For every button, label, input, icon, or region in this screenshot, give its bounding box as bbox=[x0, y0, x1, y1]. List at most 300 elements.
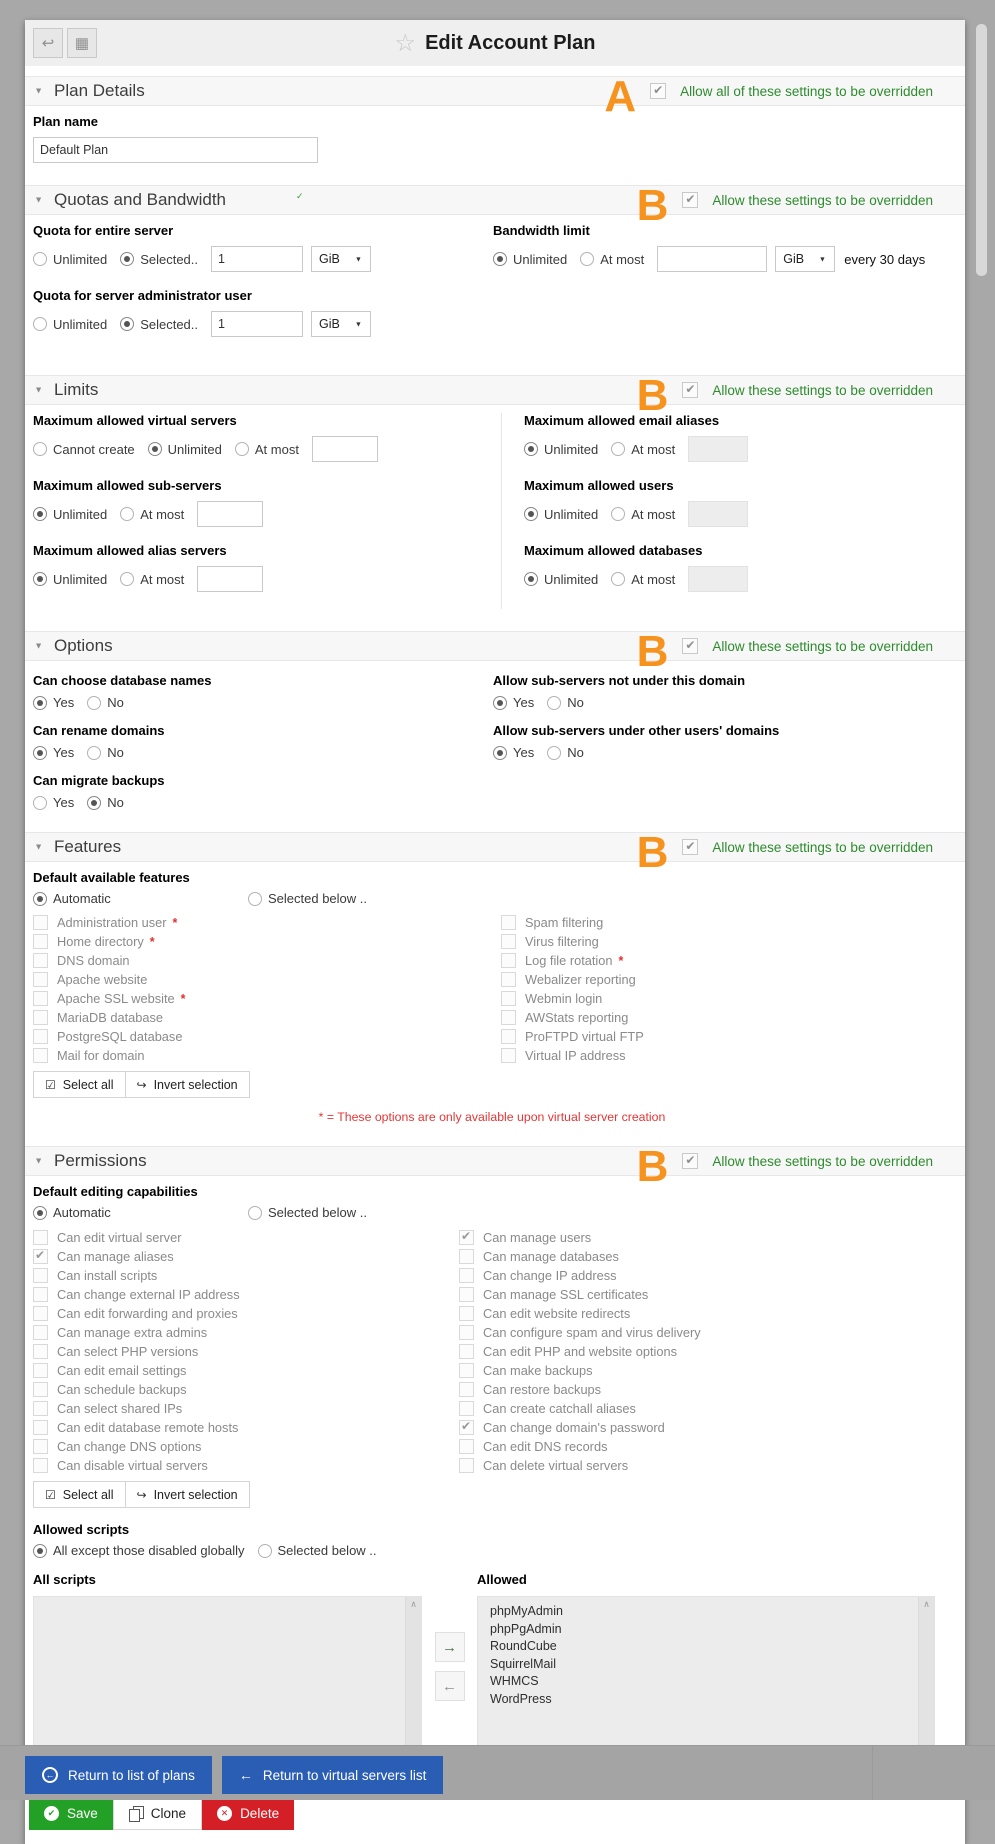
checkbox-item[interactable] bbox=[33, 1323, 459, 1342]
radio-option[interactable] bbox=[33, 1205, 235, 1220]
select-all-button[interactable]: ☑ Select all bbox=[33, 1481, 126, 1508]
script-list-item[interactable]: WHMCS bbox=[490, 1674, 539, 1688]
quotas-body bbox=[25, 215, 965, 365]
checkbox[interactable] bbox=[459, 1287, 474, 1302]
radio-option[interactable] bbox=[235, 442, 299, 457]
admin-quota-field: Quota for server administrator user Unlimited Selected.. 1 GiB ▼ bbox=[33, 288, 493, 337]
radio-button[interactable] bbox=[33, 317, 47, 331]
section-header-plan-details[interactable] bbox=[25, 72, 965, 121]
save-button[interactable]: ✔ Save bbox=[29, 1796, 113, 1830]
radio-button[interactable] bbox=[235, 442, 249, 456]
checkbox-label: Mail for domain bbox=[57, 1048, 145, 1063]
checkbox-item[interactable] bbox=[501, 932, 951, 951]
checkbox-item[interactable] bbox=[33, 1304, 459, 1323]
checkbox-item[interactable] bbox=[501, 913, 951, 932]
radio-button[interactable] bbox=[33, 892, 47, 906]
checkbox-label: DNS domain bbox=[57, 953, 130, 968]
checkbox[interactable] bbox=[33, 915, 48, 930]
clone-button[interactable]: Clone bbox=[113, 1796, 202, 1830]
collapse-caret-icon[interactable]: ▼ bbox=[34, 195, 43, 205]
bandwidth-input[interactable] bbox=[657, 246, 767, 272]
radio-option[interactable] bbox=[524, 442, 598, 457]
yes-no-radios bbox=[33, 795, 493, 810]
radio-button[interactable] bbox=[580, 252, 594, 266]
radio-button[interactable] bbox=[248, 1206, 262, 1220]
checkbox[interactable] bbox=[33, 991, 48, 1006]
checkbox-label: Can make backups bbox=[483, 1363, 593, 1378]
radio-button[interactable] bbox=[120, 572, 134, 586]
section-quotas bbox=[25, 181, 965, 365]
checkbox-label: Can install scripts bbox=[57, 1268, 158, 1283]
checkbox[interactable] bbox=[459, 1268, 474, 1283]
limit-radios bbox=[524, 442, 688, 457]
radio-button[interactable] bbox=[524, 507, 538, 521]
radio-button[interactable] bbox=[258, 1544, 272, 1558]
override-control bbox=[636, 371, 933, 420]
checkbox-item[interactable] bbox=[459, 1342, 951, 1361]
override-label[interactable]: Allow all of these settings to be overridden bbox=[680, 83, 933, 99]
override-label[interactable]: Allow these settings to be overridden bbox=[712, 382, 933, 398]
radio-button[interactable] bbox=[611, 572, 625, 586]
delete-button[interactable]: ✕ Delete bbox=[202, 1796, 294, 1830]
footer-divider bbox=[872, 1745, 873, 1800]
checkbox[interactable] bbox=[33, 1048, 48, 1063]
options-body bbox=[25, 661, 965, 822]
checkbox-item[interactable] bbox=[33, 1342, 459, 1361]
override-checkbox[interactable] bbox=[682, 382, 698, 398]
checkbox-item[interactable] bbox=[33, 1418, 459, 1437]
checkbox[interactable] bbox=[33, 1306, 48, 1321]
radio-label: Yes bbox=[53, 695, 75, 710]
radio-option[interactable] bbox=[547, 745, 584, 760]
radio-option[interactable] bbox=[258, 1543, 377, 1558]
checkbox-label: PostgreSQL database bbox=[57, 1029, 183, 1044]
toolbar bbox=[25, 20, 965, 66]
checkbox[interactable] bbox=[33, 1249, 48, 1264]
checkbox[interactable] bbox=[501, 934, 516, 949]
radio-button[interactable] bbox=[33, 572, 47, 586]
radio-label: Unlimited bbox=[53, 251, 108, 267]
checkbox[interactable] bbox=[33, 953, 48, 968]
radio-option[interactable] bbox=[524, 507, 598, 522]
radio-button[interactable] bbox=[493, 746, 507, 760]
radio-label: Yes bbox=[513, 695, 535, 710]
section-header-permissions[interactable] bbox=[25, 1142, 965, 1191]
radio-option[interactable] bbox=[33, 317, 107, 332]
checkbox-label: Webmin login bbox=[525, 991, 603, 1006]
dropdown-caret-icon: ▼ bbox=[354, 320, 363, 328]
features-mode-label: Default available features bbox=[33, 870, 190, 885]
section-header-features[interactable] bbox=[25, 828, 965, 877]
invert-selection-button[interactable]: ↪ Invert selection bbox=[125, 1481, 250, 1508]
checkbox[interactable] bbox=[33, 1458, 48, 1473]
checkbox-label: Can select PHP versions bbox=[57, 1344, 199, 1359]
checkbox[interactable] bbox=[501, 991, 516, 1006]
radio-option[interactable] bbox=[493, 252, 567, 267]
checkbox[interactable] bbox=[33, 1382, 48, 1397]
checkbox-item[interactable] bbox=[459, 1285, 951, 1304]
radio-button[interactable] bbox=[120, 317, 134, 331]
override-checkbox[interactable] bbox=[682, 1153, 698, 1169]
checkbox-item[interactable] bbox=[33, 1285, 459, 1304]
radio-option[interactable] bbox=[87, 745, 124, 760]
checkbox[interactable] bbox=[459, 1458, 474, 1473]
checkbox-item[interactable] bbox=[501, 989, 951, 1008]
radio-label: Unlimited bbox=[53, 506, 108, 522]
radio-option[interactable] bbox=[33, 745, 74, 760]
at-most-input[interactable] bbox=[688, 436, 748, 462]
radio-button[interactable] bbox=[87, 746, 101, 760]
option-field: Can rename domains Yes No bbox=[33, 723, 493, 760]
required-star: * bbox=[180, 991, 186, 1006]
checkbox-label: Can manage SSL certificates bbox=[483, 1287, 649, 1302]
checkbox-item[interactable] bbox=[459, 1380, 951, 1399]
checkbox-item[interactable] bbox=[33, 1228, 459, 1247]
radio-option[interactable] bbox=[580, 252, 644, 267]
checkbox-item[interactable] bbox=[459, 1361, 951, 1380]
radio-option[interactable] bbox=[493, 745, 534, 760]
features-list-left bbox=[33, 913, 501, 1065]
section-plan-details bbox=[25, 72, 965, 175]
checkbox[interactable] bbox=[33, 1010, 48, 1025]
section-title: Limits bbox=[54, 380, 99, 399]
checkbox-item[interactable] bbox=[33, 1027, 501, 1046]
select-all-button[interactable]: ☑ Select all bbox=[33, 1071, 126, 1098]
option-field: Allow sub-servers under other users' domains Yes No bbox=[493, 723, 951, 760]
radio-option[interactable] bbox=[33, 442, 135, 457]
radio-button[interactable] bbox=[611, 507, 625, 521]
override-checkbox[interactable] bbox=[682, 638, 698, 654]
checkbox[interactable] bbox=[459, 1344, 474, 1359]
checkbox[interactable] bbox=[501, 1048, 516, 1063]
radio-option[interactable] bbox=[33, 795, 74, 810]
override-checkbox[interactable] bbox=[682, 839, 698, 855]
checkbox-item[interactable] bbox=[33, 932, 501, 951]
checkbox-item[interactable] bbox=[501, 1046, 951, 1065]
checkbox-label: Apache website bbox=[57, 972, 148, 987]
override-label[interactable]: Allow these settings to be overridden bbox=[712, 839, 933, 855]
checkbox[interactable] bbox=[33, 1420, 48, 1435]
radio-option[interactable] bbox=[87, 795, 124, 810]
radio-button[interactable] bbox=[547, 696, 561, 710]
checkbox[interactable] bbox=[501, 1010, 516, 1025]
radio-button[interactable] bbox=[611, 442, 625, 456]
limit-field: Maximum allowed email aliases Unlimited At most bbox=[524, 413, 951, 462]
checkbox[interactable] bbox=[459, 1230, 474, 1245]
admin-quota-input[interactable] bbox=[211, 311, 303, 337]
at-most-input[interactable] bbox=[197, 566, 263, 592]
collapse-caret-icon[interactable]: ▼ bbox=[34, 385, 43, 395]
script-list-item[interactable]: WordPress bbox=[490, 1691, 552, 1706]
move-left-button[interactable] bbox=[435, 1671, 465, 1701]
override-checkbox[interactable] bbox=[682, 192, 698, 208]
radio-button[interactable] bbox=[493, 252, 507, 266]
checkbox-label: Virus filtering bbox=[525, 934, 599, 949]
radio-button[interactable] bbox=[33, 507, 47, 521]
checkbox[interactable] bbox=[459, 1439, 474, 1454]
override-control bbox=[604, 72, 933, 121]
override-label[interactable]: Allow these settings to be overridden bbox=[712, 192, 933, 208]
checkbox-item[interactable] bbox=[33, 913, 501, 932]
radio-button[interactable] bbox=[524, 442, 538, 456]
section-features bbox=[25, 828, 965, 1136]
back-button[interactable] bbox=[33, 28, 63, 58]
server-quota-input[interactable] bbox=[211, 246, 303, 272]
radio-button[interactable] bbox=[87, 696, 101, 710]
checkbox[interactable] bbox=[501, 1029, 516, 1044]
checkbox-item[interactable] bbox=[459, 1418, 951, 1437]
radio-option[interactable] bbox=[248, 1205, 450, 1220]
radio-option[interactable] bbox=[33, 1543, 245, 1558]
dropdown-caret-icon: ▼ bbox=[819, 255, 827, 263]
radio-option[interactable] bbox=[611, 507, 675, 522]
override-checkbox[interactable] bbox=[650, 83, 666, 99]
section-title: Quotas and Bandwidth bbox=[54, 190, 227, 209]
asterisk-note: * = These options are only available upon virtual server creation bbox=[318, 1110, 666, 1124]
radio-button[interactable] bbox=[120, 252, 134, 266]
checkbox-item[interactable] bbox=[33, 1380, 459, 1399]
checkbox[interactable] bbox=[33, 1287, 48, 1302]
option-field: Can migrate backups Yes No bbox=[33, 773, 493, 810]
radio-label: Selected below .. bbox=[277, 1543, 377, 1558]
checkbox-item[interactable] bbox=[459, 1266, 951, 1285]
unit-value: GiB bbox=[783, 252, 805, 266]
radio-option[interactable] bbox=[120, 252, 198, 267]
radio-label: At most bbox=[254, 441, 299, 457]
radio-option[interactable] bbox=[148, 442, 222, 457]
allowed-scripts-listbox[interactable] bbox=[477, 1596, 935, 1764]
checkbox-label: Can manage users bbox=[483, 1230, 592, 1245]
radio-option[interactable] bbox=[611, 572, 675, 587]
section-options bbox=[25, 627, 965, 822]
override-control bbox=[636, 627, 933, 676]
checkbox-item[interactable] bbox=[33, 1399, 459, 1418]
checkbox[interactable] bbox=[501, 972, 516, 987]
checkbox-item[interactable] bbox=[33, 970, 501, 989]
radio-option[interactable] bbox=[248, 891, 450, 906]
radio-button[interactable] bbox=[33, 1206, 47, 1220]
checkbox-item[interactable] bbox=[33, 1046, 501, 1065]
checkbox-label: Home directory bbox=[57, 934, 144, 949]
radio-label: At most bbox=[631, 506, 676, 522]
script-list-item[interactable]: SquirrelMail bbox=[490, 1656, 556, 1671]
checkbox[interactable] bbox=[33, 1325, 48, 1340]
limit-radios bbox=[33, 442, 312, 457]
checkbox-item[interactable] bbox=[501, 951, 951, 970]
check-circle-icon: ✔ bbox=[44, 1806, 59, 1821]
radio-button[interactable] bbox=[33, 1544, 47, 1558]
radio-option[interactable] bbox=[524, 572, 598, 587]
section-permissions bbox=[25, 1142, 965, 1776]
radio-button[interactable] bbox=[33, 696, 47, 710]
radio-button[interactable] bbox=[33, 796, 47, 810]
listbox-scrollbar[interactable] bbox=[918, 1597, 934, 1763]
scroll-up-icon[interactable]: ∧ bbox=[410, 1599, 417, 1609]
checkbox-item[interactable] bbox=[501, 1008, 951, 1027]
collapse-caret-icon[interactable]: ▼ bbox=[34, 1156, 43, 1166]
permissions-list-left bbox=[33, 1228, 459, 1475]
script-list-item[interactable]: RoundCube bbox=[490, 1639, 557, 1653]
section-header-limits[interactable] bbox=[25, 371, 965, 420]
limit-radios bbox=[33, 572, 197, 587]
checkbox-item[interactable] bbox=[459, 1228, 951, 1247]
checkbox-label: Can create catchall aliases bbox=[483, 1401, 636, 1416]
annotation-letter-a: A bbox=[604, 72, 637, 121]
radio-option[interactable] bbox=[120, 507, 184, 522]
plan-name-field[interactable] bbox=[33, 137, 318, 163]
radio-button[interactable] bbox=[33, 252, 47, 266]
radio-option[interactable] bbox=[33, 891, 235, 906]
checkbox[interactable] bbox=[33, 1230, 48, 1245]
checkbox-item[interactable] bbox=[33, 989, 501, 1008]
limit-radios bbox=[33, 507, 197, 522]
section-header-options[interactable] bbox=[25, 627, 965, 676]
page-scrollbar-thumb[interactable] bbox=[976, 24, 987, 276]
checkbox-item[interactable] bbox=[459, 1399, 951, 1418]
checkbox[interactable] bbox=[33, 1363, 48, 1378]
checkbox[interactable] bbox=[459, 1363, 474, 1378]
radio-button[interactable] bbox=[87, 796, 101, 810]
bandwidth-radios bbox=[493, 252, 657, 267]
checkbox-item[interactable] bbox=[459, 1323, 951, 1342]
radio-option[interactable] bbox=[493, 695, 534, 710]
radio-option[interactable] bbox=[87, 695, 124, 710]
move-right-button[interactable] bbox=[435, 1632, 465, 1662]
checkbox-label: Can disable virtual servers bbox=[57, 1458, 208, 1473]
script-list-item[interactable]: phpMyAdmin bbox=[490, 1604, 563, 1618]
checkbox-item[interactable] bbox=[501, 970, 951, 989]
at-most-input[interactable] bbox=[688, 566, 748, 592]
checkbox[interactable] bbox=[459, 1420, 474, 1435]
allowed-scripts-items bbox=[478, 1597, 934, 1708]
required-star: * bbox=[618, 953, 624, 968]
checkbox-label: Can change external IP address bbox=[57, 1287, 240, 1302]
section-header-quotas[interactable] bbox=[25, 181, 965, 230]
checkbox-item[interactable] bbox=[33, 1456, 459, 1475]
listbox-scrollbar[interactable] bbox=[405, 1597, 421, 1763]
checkbox-item[interactable] bbox=[33, 1437, 459, 1456]
invert-arrow-icon: ↪ bbox=[136, 1487, 147, 1502]
checkbox[interactable] bbox=[33, 1401, 48, 1416]
radio-option[interactable] bbox=[33, 572, 107, 587]
checkbox-item[interactable] bbox=[501, 1027, 951, 1046]
radio-label: Cannot create bbox=[53, 441, 135, 457]
checkbox[interactable] bbox=[459, 1382, 474, 1397]
radio-option[interactable] bbox=[120, 572, 184, 587]
annotation-letter-b: B bbox=[636, 1142, 669, 1191]
checkbox-item[interactable] bbox=[33, 1361, 459, 1380]
radio-button[interactable] bbox=[120, 507, 134, 521]
at-most-input[interactable] bbox=[312, 436, 378, 462]
checkbox-label: Can edit DNS records bbox=[483, 1439, 608, 1454]
checkbox-item[interactable] bbox=[33, 1008, 501, 1027]
page-title: Edit Account Plan bbox=[425, 31, 596, 54]
checkbox[interactable] bbox=[33, 1268, 48, 1283]
checkbox[interactable] bbox=[501, 953, 516, 968]
section-title: Permissions bbox=[54, 1151, 147, 1170]
permissions-mode-radios bbox=[33, 1205, 951, 1220]
radio-option[interactable] bbox=[611, 442, 675, 457]
radio-option[interactable] bbox=[33, 252, 107, 267]
checkbox[interactable] bbox=[501, 915, 516, 930]
bandwidth-unit-select[interactable] bbox=[775, 246, 835, 272]
checkbox[interactable] bbox=[33, 934, 48, 949]
override-label[interactable]: Allow these settings to be overridden bbox=[712, 638, 933, 654]
radio-label: Unlimited bbox=[544, 506, 599, 522]
checkbox-label: Can manage extra admins bbox=[57, 1325, 208, 1340]
checkbox-item[interactable] bbox=[33, 1266, 459, 1285]
at-most-input[interactable] bbox=[688, 501, 748, 527]
override-label[interactable]: Allow these settings to be overridden bbox=[712, 1153, 933, 1169]
checkbox[interactable] bbox=[33, 972, 48, 987]
scroll-up-icon[interactable]: ∧ bbox=[923, 1599, 930, 1609]
radio-button[interactable] bbox=[493, 696, 507, 710]
radio-label: At most bbox=[600, 251, 645, 267]
at-most-input[interactable] bbox=[197, 501, 263, 527]
collapse-caret-icon[interactable]: ▼ bbox=[34, 842, 43, 852]
radio-option[interactable] bbox=[547, 695, 584, 710]
back-arrow-icon: ↩ bbox=[41, 35, 55, 52]
all-scripts-listbox[interactable] bbox=[33, 1596, 422, 1764]
radio-button[interactable] bbox=[248, 892, 262, 906]
permissions-body bbox=[25, 1176, 965, 1776]
action-buttons bbox=[29, 1796, 965, 1830]
radio-label: Yes bbox=[513, 745, 535, 760]
checkbox[interactable] bbox=[459, 1401, 474, 1416]
collapse-caret-icon[interactable]: ▼ bbox=[34, 86, 43, 96]
server-quota-unit-select[interactable] bbox=[311, 246, 371, 272]
checkbox-item[interactable] bbox=[33, 951, 501, 970]
help-marker: ✓ bbox=[296, 190, 304, 201]
admin-quota-unit-select[interactable] bbox=[311, 311, 371, 337]
collapse-caret-icon[interactable]: ▼ bbox=[34, 641, 43, 651]
checkbox-item[interactable] bbox=[33, 1247, 459, 1266]
allowed-scripts-label: Allowed scripts bbox=[33, 1522, 130, 1537]
checkbox-item[interactable] bbox=[459, 1456, 951, 1475]
checkbox[interactable] bbox=[459, 1306, 474, 1321]
radio-button[interactable] bbox=[33, 746, 47, 760]
checkbox[interactable] bbox=[459, 1249, 474, 1264]
checkbox-label: Can restore backups bbox=[483, 1382, 602, 1397]
return-to-plans-button[interactable]: ← Return to list of plans bbox=[25, 1756, 212, 1794]
section-title: Options bbox=[54, 636, 113, 655]
radio-option[interactable] bbox=[33, 695, 74, 710]
checkbox[interactable] bbox=[33, 1344, 48, 1359]
checkbox-item[interactable] bbox=[459, 1437, 951, 1456]
checkbox[interactable] bbox=[459, 1325, 474, 1340]
checkbox-item[interactable] bbox=[459, 1304, 951, 1323]
modules-grid-button[interactable] bbox=[67, 28, 97, 58]
script-list-item[interactable]: phpPgAdmin bbox=[490, 1621, 562, 1636]
checkbox-item[interactable] bbox=[459, 1247, 951, 1266]
checkbox[interactable] bbox=[33, 1029, 48, 1044]
checkbox[interactable] bbox=[33, 1439, 48, 1454]
radio-label: At most bbox=[631, 571, 676, 587]
return-to-servers-button[interactable]: ← Return to virtual servers list bbox=[222, 1756, 444, 1794]
radio-button[interactable] bbox=[524, 572, 538, 586]
favorite-star-icon[interactable]: ☆ bbox=[394, 29, 417, 57]
checkbox-label: ProFTPD virtual FTP bbox=[525, 1029, 644, 1044]
radio-label: Automatic bbox=[53, 891, 111, 906]
radio-button[interactable] bbox=[148, 442, 162, 456]
radio-button[interactable] bbox=[33, 442, 47, 456]
radio-button[interactable] bbox=[547, 746, 561, 760]
checked-box-icon: ☑ bbox=[45, 1077, 56, 1092]
permissions-mode-label: Default editing capabilities bbox=[33, 1184, 198, 1199]
radio-option[interactable] bbox=[120, 317, 198, 332]
radio-option[interactable] bbox=[33, 507, 107, 522]
invert-selection-button[interactable]: ↪ Invert selection bbox=[125, 1071, 250, 1098]
